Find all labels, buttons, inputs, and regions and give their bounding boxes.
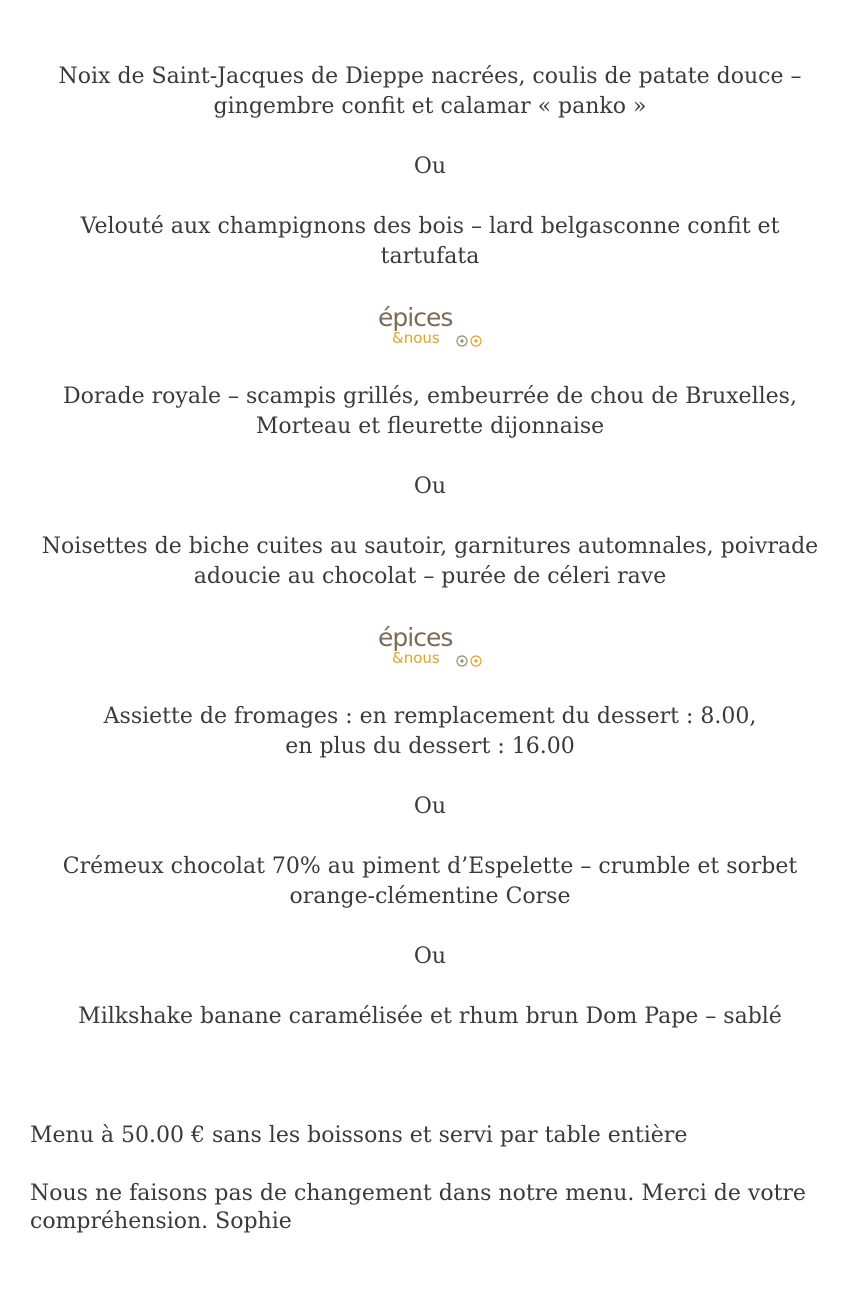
logo-text-bottom: &nous (392, 649, 440, 667)
policy-note: Nous ne faisons pas de changement dans notre menu. Merci de votre compréhension. Sophie (30, 1181, 806, 1234)
logo-divider-2 (28, 618, 832, 674)
or-separator: Ou (413, 794, 447, 819)
price-note: Menu à 50.00 € sans les boissons et servi par table entière (30, 1123, 688, 1148)
logo-dots-icon (456, 334, 486, 348)
or-separator: Ou (413, 474, 447, 499)
logo-text-top: épices (378, 623, 453, 652)
logo-dots-icon (456, 654, 486, 668)
logo-text-top: épices (378, 303, 453, 332)
dessert-option-2: Milkshake banane caramélisée et rhum brun Dom Pape – sablé (78, 1004, 782, 1029)
logo-divider-1 (28, 298, 832, 354)
cheese-line-2: en plus du dessert : 16.00 (285, 734, 575, 759)
logo-text-bottom: &nous (392, 329, 440, 347)
starter-option-2: Velouté aux champignons des bois – lard belgasconne confit et tartufata (80, 214, 780, 269)
epices-nous-logo (370, 301, 490, 351)
dessert-option-1: Crémeux chocolat 70% au piment d’Espelette – crumble et sorbet orange-clémentine Corse (62, 854, 798, 909)
or-separator: Ou (413, 944, 447, 969)
main-option-1: Dorade royale – scampis grillés, embeurrée de chou de Bruxelles, Morteau et fleurette dijonnaise (63, 384, 797, 439)
starter-option-1: Noix de Saint-Jacques de Dieppe nacrées, coulis de patate douce – gingembre confit et calamar « panko » (58, 64, 802, 119)
main-option-2: Noisettes de biche cuites au sautoir, garnitures automnales, poivrade adoucie au chocolat – purée de céleri rave (41, 534, 819, 589)
menu-footer (0, 1122, 860, 1236)
cheese-line-1: Assiette de fromages : en remplacement du dessert : 8.00, (103, 704, 757, 729)
or-separator: Ou (413, 154, 447, 179)
epices-nous-logo (370, 621, 490, 671)
